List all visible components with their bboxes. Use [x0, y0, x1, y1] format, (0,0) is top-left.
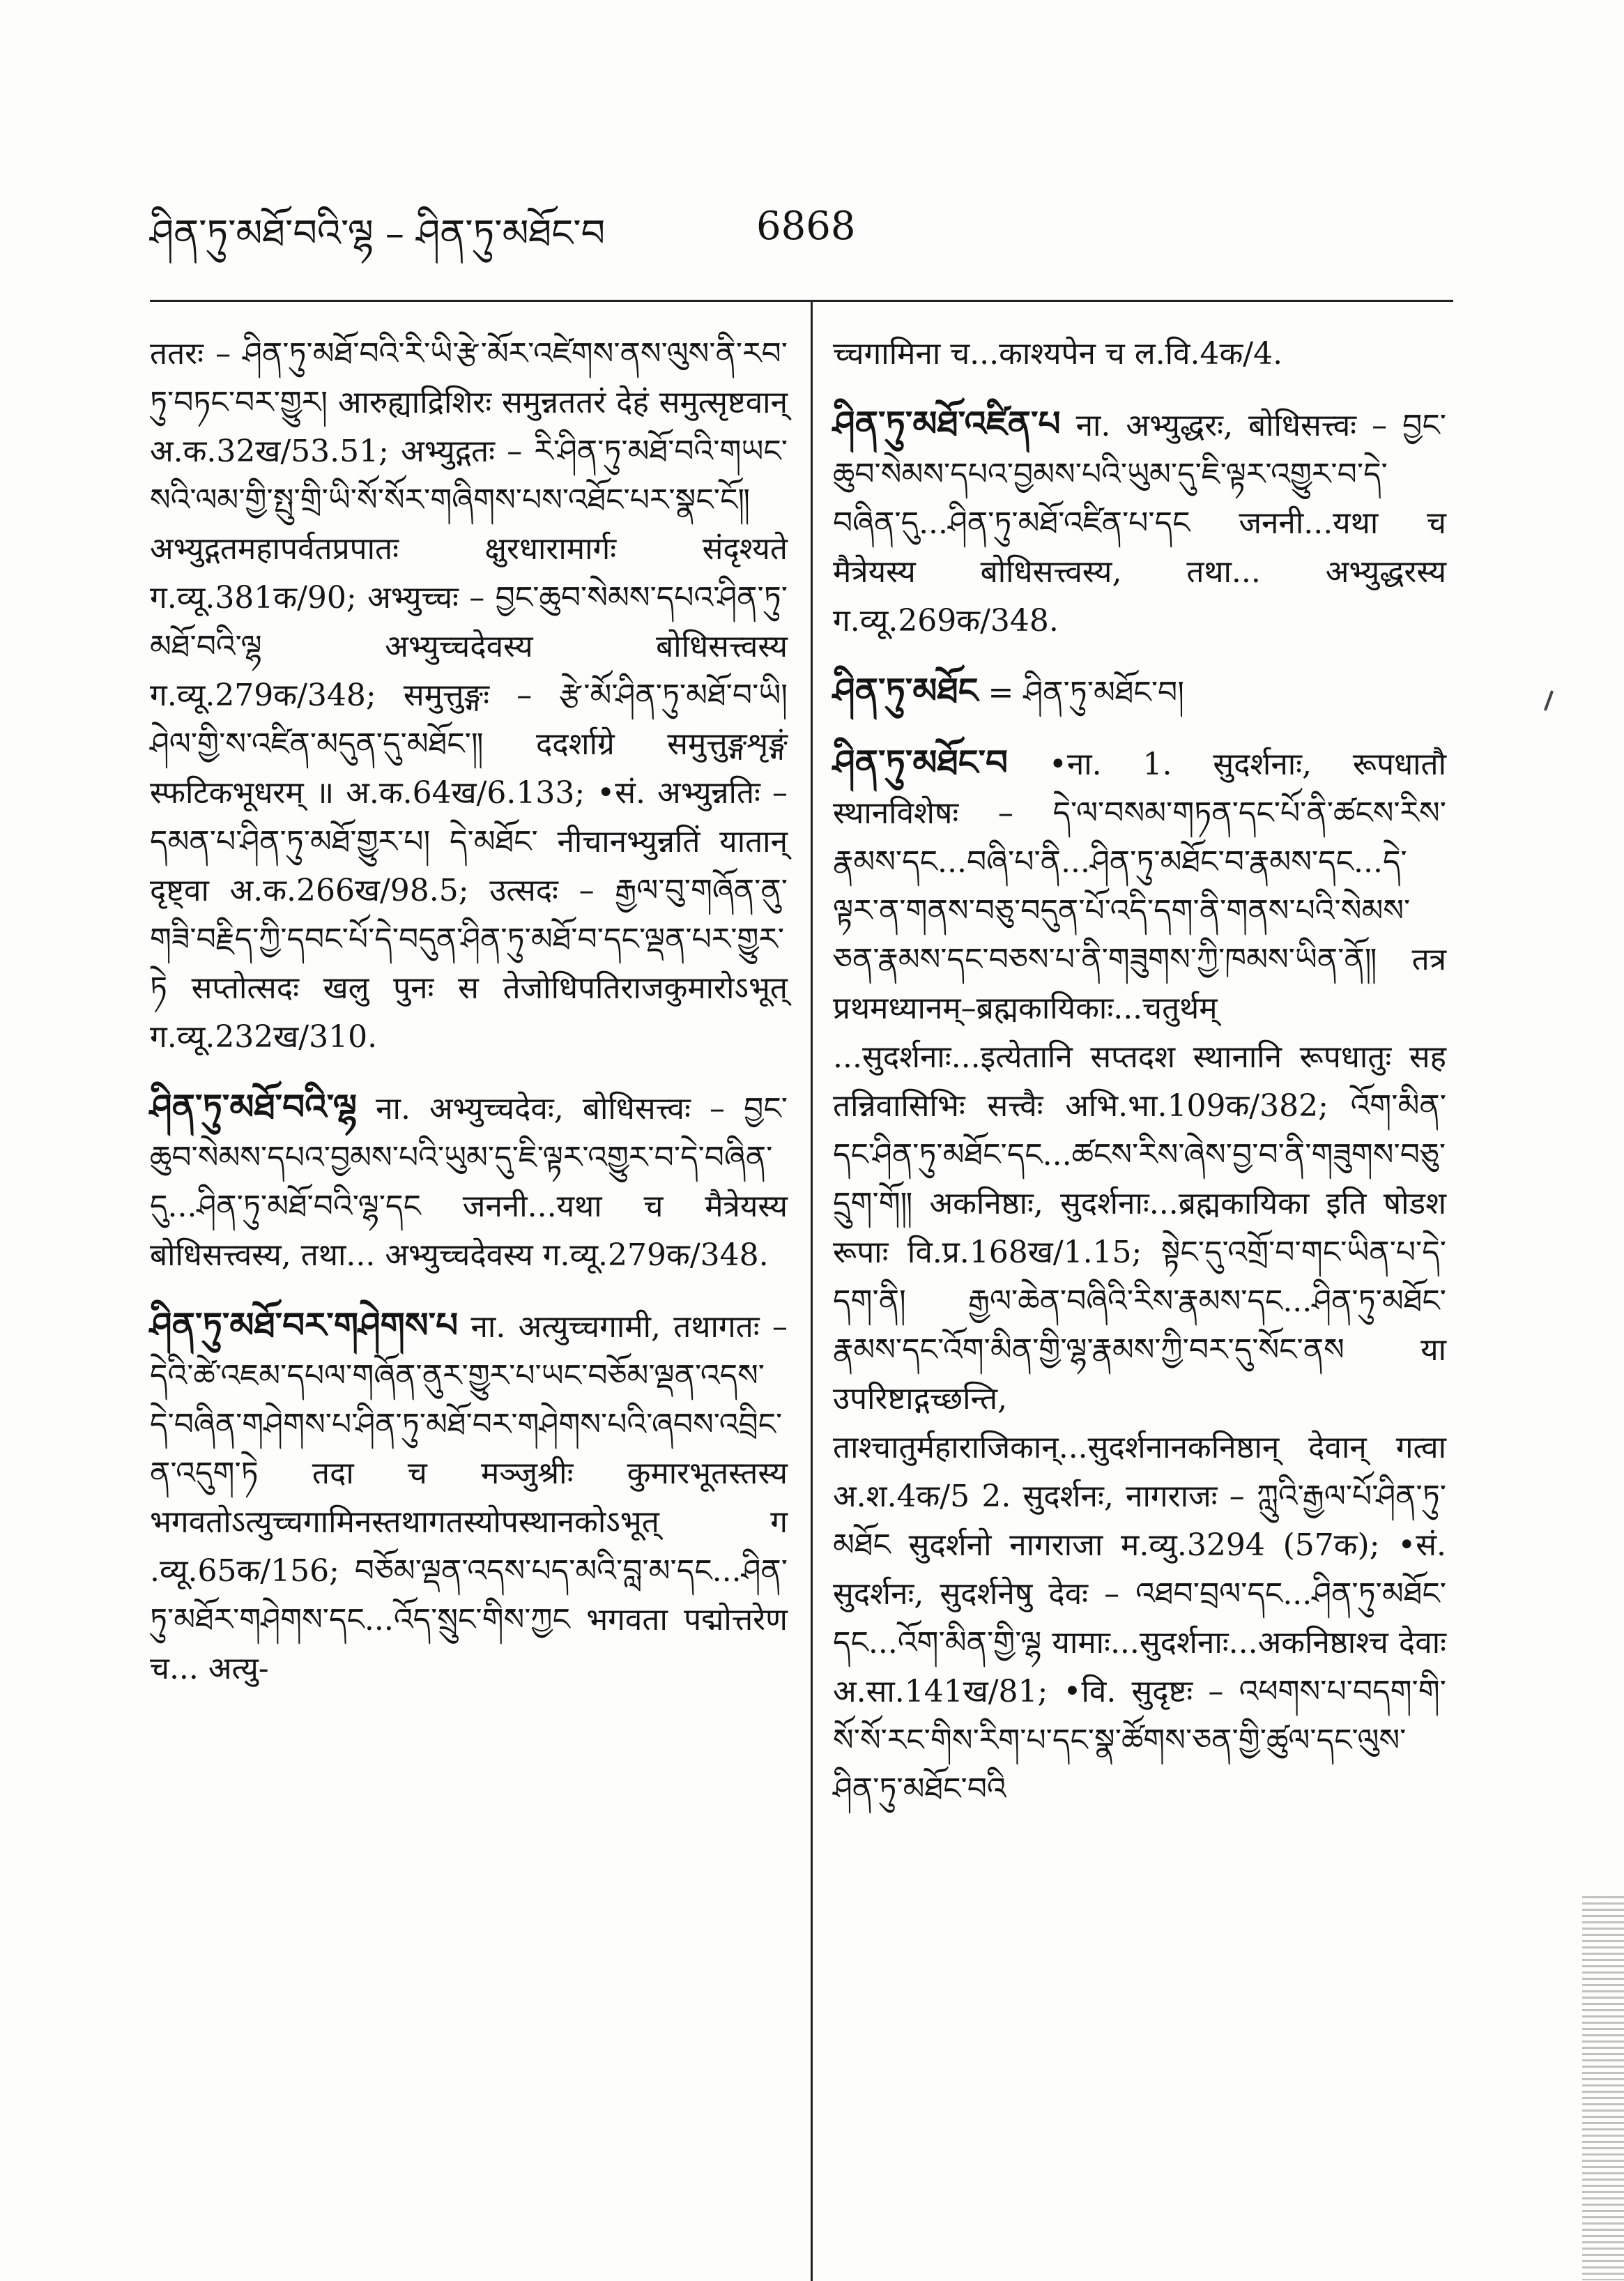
entry-body: ततरः – ཤིན་ཏུ་མཐོ་བའི་རི་ཡི་རྩེ་མོར་འཛེགས་ནས་ལུས་ནི་རབ་ཏུ་བཏང་བར་གྱུར། आरुह्याद्रिशिरः समुन्नततरं देहं समुत्सृष्टवान् अ.क.32ख/53.51; अभ्युद्गतः – རི་ཤིན་ཏུ་མཐོ་བའི་གཡང་སའི་ལམ་གྱི་སྤུ་གྲི་ཡི་སོ་སོར་གཞིགས་པས་འཐོང་པར་སྣང་ངོ༎ अभ्युद्गतमहापर्वतप्रपातः क्षुरधारामार्गः संदृश्यते ग.व्यू.381क/90; अभ्युच्चः – བྱང་ཆུབ་སེམས་དཔའ་ཤིན་ཏུ་མཐོ་བའི་ལྷ अभ्युच्चदेवस्य बोधिसत्त्वस्य ग.व्यू.279क/348; समुत्तुङ्गः – རྩེ་མོ་ཤིན་ཏུ་མཐོ་བ་ཡི། ཤེལ་གྱི་ས་འཛིན་མདུན་དུ་མཐོང་༎ ददर्शाग्रे समुत्तुङ्गशृङ्गं स्फटिकभूधरम् ॥ अ.क.64ख/6.133; •सं. अभ्युन्नतिः – དམན་པ་ཤིན་ཏུ་མཐོ་གྱུར་པ། དེ་མཐོང་ नीचानभ्युन्नतिं यातान् दृष्ट्वा अ.क.266ख/98.5; उत्सदः – རྒྱལ་བུ་གཞོན་ནུ་གཟི་བརྗིད་ཀྱི་དབང་པོ་དེ་བདུན་ཤིན་ཏུ་མཐོ་བ་དང་ལྡན་པར་གྱུར་ཏེ सप्तोत्सदः खलु पुनः स तेजोधिपतिराजकुमारोऽभूत् ग.व्यू.232ख/310. [150, 336, 788, 1055]
entry-text [150, 1083, 788, 1280]
entry-text [833, 399, 1446, 646]
dictionary-entry [833, 328, 1446, 379]
entry-text [150, 328, 788, 1062]
left-column [150, 328, 788, 1714]
entry-body: च्चगामिना च...काश्यपेन च ल.वि.4क/4. [833, 336, 1283, 372]
entry-headword: ཤིན་ཏུ་མཐོང [833, 670, 979, 711]
entry-body: ना. अत्युच्चगामी, तथागतः – དེའི་ཚེ་འཇམ་དཔལ་གཞོན་ནུར་གྱུར་པ་ཡང་བཅོམ་ལྡན་འདས་དེ་བཞིན་གཤེགས་པ་ཤིན་ཏུ་མཐོ་བར་གཤེགས་པའི་ཞབས་འབྲིང་ན་འདུག་ཏེ तदा च मञ्जुश्रीः कुमारभूतस्तस्य भगवतोऽत्युच्चगामिनस्तथागतस्योपस्थानकोऽभूत् ग .व्यू.65क/156; བཅོམ་ལྡན་འདས་པད་མའི་བླ་མ་དང...ཤིན་ཏུ་མཐོར་གཤེགས་དང...འོད་སྲུང་གིས་ཀྱང भगवता पद्मोत्तरेण च... अत्यु- [150, 1309, 788, 1686]
entry-text [833, 738, 1446, 1814]
entry-body: ना. अभ्युद्धरः, बोधिसत्त्वः – བྱང་ཆུབ་སེམས་དཔའ་བྱམས་པའི་ཡུམ་དུ་ཇི་ལྟར་འགྱུར་བ་དེ་བཞིན་དུ...ཤིན་ཏུ་མཐོ་འཛིན་པ་དང जननी...यथा च मैत्रेयस्य बोधिसत्त्वस्य, तथा... अभ्युद्धरस्य ग.व्यू.269क/348. [833, 408, 1446, 639]
dictionary-entry [833, 738, 1446, 1814]
dictionary-entry [833, 666, 1446, 717]
scan-edge-noise [1582, 1896, 1624, 2280]
entry-body: = ཤིན་ཏུ་མཐོང་བ། [978, 675, 1185, 710]
entry-headword: ཤིན་ཏུ་མཐོ་བར་གཤེགས་པ [150, 1304, 459, 1345]
entry-body: ना. अभ्युच्चदेवः, बोधिसत्त्वः – བྱང་ཆུབ་སེམས་དཔའ་བྱམས་པའི་ཡུམ་དུ་ཇི་ལྟར་འགྱུར་བ་དེ་བཞིན་དུ...ཤིན་ཏུ་མཐོ་བའི་ལྷ་དང जननी...यथा च मैत्रेयस्य बोधिसत्त्वस्य, तथा... अभ्युच्चदेवस्य ग.व्यू.279क/348. [150, 1091, 788, 1273]
entry-text [150, 1301, 788, 1693]
stray-pen-mark [1544, 690, 1554, 711]
header-rule [150, 300, 1453, 302]
right-column [833, 328, 1446, 1835]
page-number: 6868 [756, 204, 856, 249]
dictionary-entry [150, 328, 788, 1062]
entry-text [833, 328, 1446, 379]
page-header [150, 202, 1460, 265]
dictionary-entry [150, 1083, 788, 1280]
dictionary-entry [833, 399, 1446, 646]
entry-headword: ཤིན་ཏུ་མཐོ་འཛིན་པ [833, 403, 1061, 444]
running-header: ཤིན་ཏུ་མཐོ་བའི་ལྷ – ཤིན་ཏུ་མཐོང་བ [150, 211, 606, 255]
column-divider [811, 301, 813, 2281]
entry-text [833, 666, 1446, 717]
dictionary-entry [150, 1301, 788, 1693]
entry-headword: ཤིན་ཏུ་མཐོང་བ [833, 742, 1009, 783]
entry-headword: ཤིན་ཏུ་མཐོ་བའི་ལྷ [150, 1086, 357, 1127]
entry-body: •ना. 1. सुदर्शनाः, रूपधातौ स्थानविशेषः – དེ་ལ་བསམ་གཏན་དང་པོ་ནི་ཚངས་རིས་རྣམས་དང...བཞི་པ་ནི...ཤིན་ཏུ་མཐོང་བ་རྣམས་དང...དེ་ལྟར་ན་གནས་བཅུ་བདུན་པོ་འདི་དག་ནི་གནས་པའི་སེམས་ཅན་རྣམས་དང་བཅས་པ་ནི་གཟུགས་ཀྱི་ཁམས་ཡིན་ནོ༎ तत्र प्रथमध्यानम्–ब्रह्मकायिकाः...चतुर्थम् ...सुदर्शनाः...इत्येतानि सप्तदश स्थानानि रूपधातुः सह तन्निवासिभिः सत्त्वैः अभि.भा.109क/382; འོག་མིན་དང་ཤིན་ཏུ་མཐོང་དང...ཚངས་རིས་ཞེས་བྱ་བ་ནི་གཟུགས་བཅུ་དྲུག་གོ༎ अकनिष्ठाः, सुदर्शनाः...ब्रह्मकायिका इति षोडश रूपाः वि.प्र.168ख/1.15; སྟེང་དུ་འགྲོ་བ་གང་ཡིན་པ་དེ་དག་ནི། རྒྱལ་ཆེན་བཞིའི་རིས་རྣམས་དང...ཤིན་ཏུ་མཐོང་རྣམས་དང་འོག་མིན་གྱི་ལྷ་རྣམས་ཀྱི་བར་དུ་སོང་ནས या उपरिष्टाद्गच्छन्ति, ताश्चातुर्महाराजिकान्...सुदर्शनानकनिष्ठान् देवान् गत्वा अ.श.4क/5 2. सुदर्शनः, नागराजः – ཀླུའི་རྒྱལ་པོ་ཤིན་ཏུ་མཐོང सुदर्शनो नागराजा म.व्यु.3294 (57क); •सं. सुदर्शनः, सुदर्शनेषु देवः – འཐབ་བྲལ་དང...ཤིན་ཏུ་མཐོང་དང...འོག་མིན་གྱི་ལྷ यामाः...सुदर्शनाः...अकनिष्ठाश्च देवाः अ.सा.141ख/81; •वि. सुदृष्टः – འཕགས་པ་བདག་གི་སོ་སོ་རང་གིས་རིག་པ་དང་སྣ་ཚོགས་ཅན་གྱི་ཚུལ་དང་ལུས་ཤིན་ཏུ་མཐོང་བའི [833, 747, 1446, 1807]
